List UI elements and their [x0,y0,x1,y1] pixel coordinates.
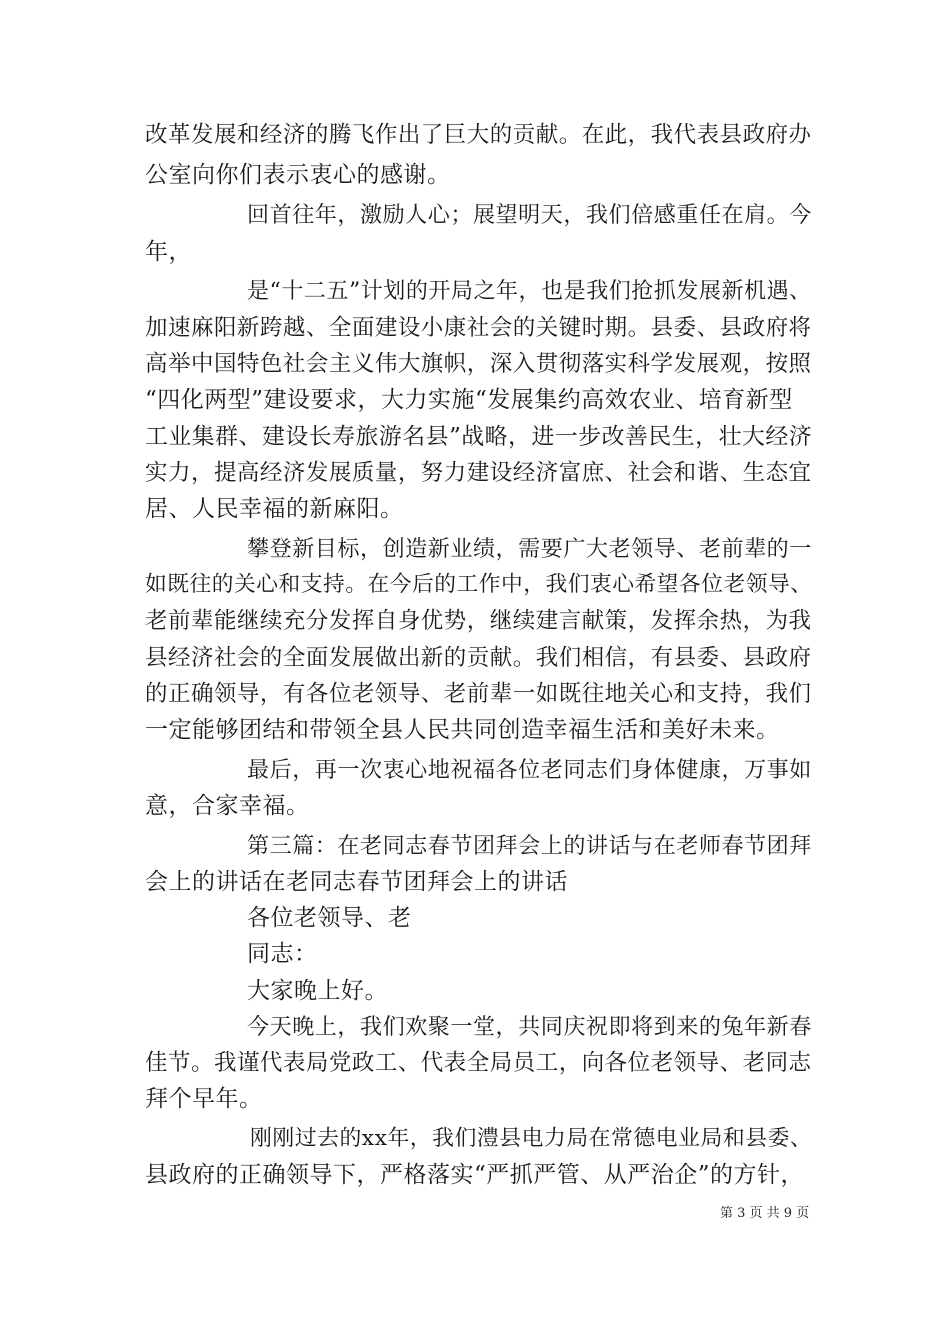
page-number: 第 3 页 共 9 页 [720,1206,810,1221]
text-line: 刚刚过去的xx年，我们澧县电力局在常德电业局和县委、 [250,1126,813,1151]
text-line: 的正确领导，有各位老领导、老前辈一如既往地关心和支持，我们 [145,681,812,707]
text-line: 县经济社会的全面发展做出新的贡献。我们相信，有县委、县政府 [145,645,812,671]
text-line: 县政府的正确领导下，严格落实“严抓严管、从严治企”的方针， [145,1162,805,1188]
text-line: 改革发展和经济的腾飞作出了巨大的贡献。在此，我代表县政府办 [145,122,812,148]
text-line: 同志： [247,941,318,967]
text-line: 工业集群、建设长寿旅游名县”战略，进一步改善民生，壮大经济 [145,424,813,450]
text-line: 是“十二五”计划的开局之年，也是我们抢抓发展新机遇、 [247,279,812,304]
text-line: 高举中国特色社会主义伟大旗帜，深入贯彻落实科学发展观，按照 [145,351,812,377]
text-line: 年， [145,239,192,265]
text-line: “四化两型”建设要求，大力实施“发展集约高效农业、培育新型 [145,387,793,413]
text-line: 回首往年，激励人心；展望明天，我们倍感重任在肩。今 [247,202,812,228]
text-line: 第三篇：在老同志春节团拜会上的讲话与在老师春节团拜 [247,833,812,859]
text-line: 公室向你们表示衷心的感谢。 [145,162,451,188]
text-line: 意，合家幸福。 [145,793,310,819]
text-line: 加速麻阳新跨越、全面建设小康社会的关键时期。县委、县政府将 [145,315,812,341]
text-line: 攀登新目标，创造新业绩，需要广大老领导、老前辈的一 [247,536,812,562]
text-line: 各位老领导、老 [247,905,412,931]
text-line: 老前辈能继续充分发挥自身优势，继续建言献策，发挥余热，为我 [145,608,812,634]
text-line: 居、人民幸福的新麻阳。 [145,496,404,522]
text-line: 会上的讲话在老同志春节团拜会上的讲话 [145,869,568,895]
text-line: 拜个早年。 [145,1086,263,1112]
text-line: 如既往的关心和支持。在今后的工作中，我们衷心希望各位老领导、 [145,572,813,597]
text-line: 一定能够团结和带领全县人民共同创造幸福生活和美好未来。 [145,717,780,743]
text-line: 最后，再一次衷心地祝福各位老同志们身体健康，万事如 [247,757,812,783]
text-line: 今天晚上，我们欢聚一堂，共同庆祝即将到来的兔年新春 [247,1014,812,1040]
text-line: 大家晚上好。 [247,978,388,1004]
text-line: 实力，提高经济发展质量，努力建设经济富庶、社会和谐、生态宜 [145,460,812,486]
text-line: 佳节。我谨代表局党政工、代表全局员工，向各位老领导、老同志 [145,1050,812,1076]
